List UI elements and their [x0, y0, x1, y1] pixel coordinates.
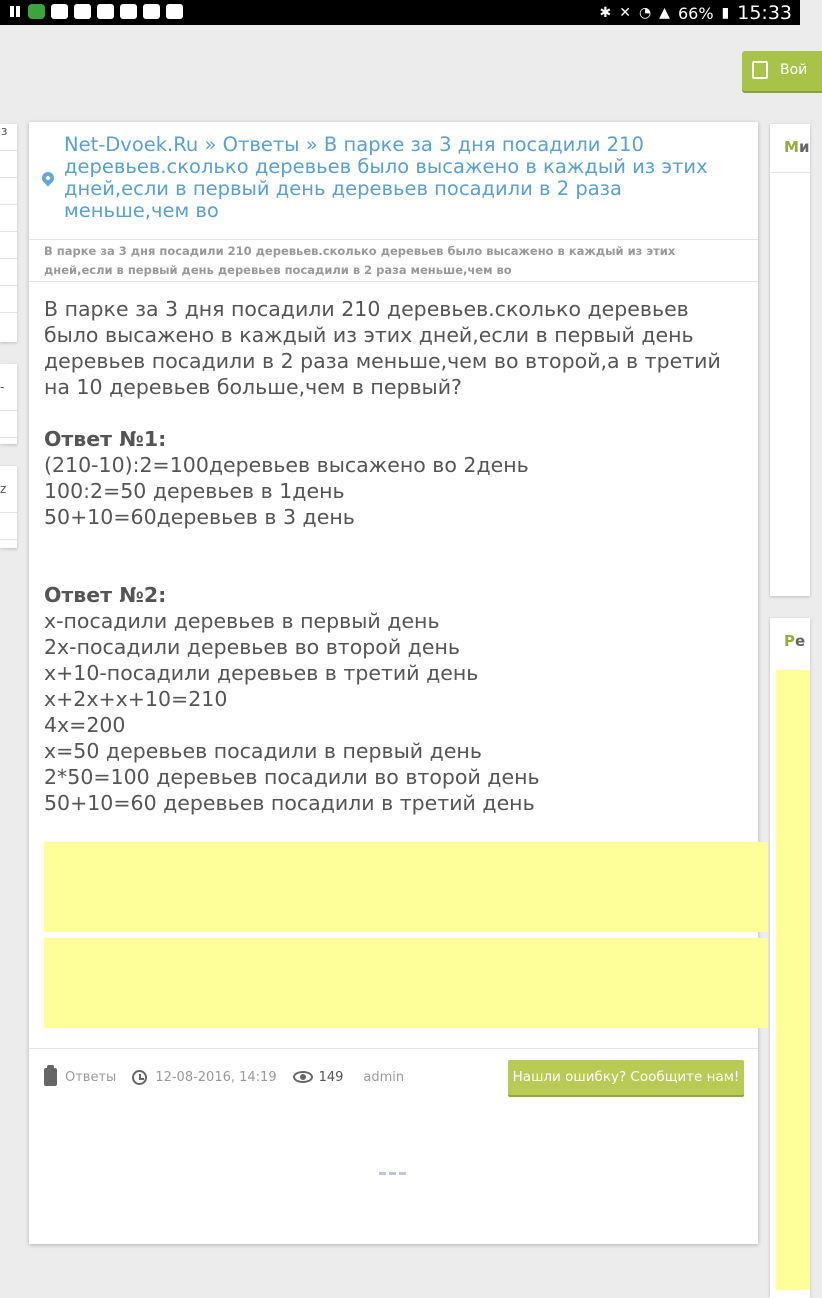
clock-time: 15:33 — [737, 2, 792, 24]
left-menu-item[interactable] — [0, 151, 17, 178]
divider — [770, 172, 810, 173]
left-block-item[interactable]: z — [0, 466, 17, 513]
answer-2-line: 50+10=60 деревьев посадили в третий день — [44, 791, 535, 815]
left-sidebar-menu — [0, 124, 17, 342]
login-button[interactable] — [742, 51, 822, 91]
messenger-icon — [97, 4, 114, 19]
answer-2-line: 2x-посадили деревьев во второй день — [44, 635, 460, 659]
answer-2-line: x+10-посадили деревьев в третий день — [44, 661, 479, 685]
login-label: Вой — [780, 62, 808, 78]
answer-1-line: (210-10):2=100деревьев высажено во 2день — [44, 453, 529, 477]
article-content — [44, 296, 744, 816]
sim-icon — [51, 4, 68, 19]
wifi-icon: ◔ — [638, 5, 652, 21]
left-menu-item[interactable] — [0, 286, 17, 313]
signal-icon: ▲ — [659, 5, 670, 21]
breadcrumb-section-link[interactable]: Ответы — [222, 133, 300, 156]
breadcrumb-separator: » — [305, 133, 318, 156]
breadcrumb-site-link[interactable]: Net-Dvoek.Ru — [64, 133, 199, 156]
left-menu-item[interactable] — [0, 232, 17, 259]
meta-date: 12-08-2016, 14:19 — [155, 1069, 277, 1085]
app-icon — [28, 4, 45, 19]
clock-icon — [132, 1070, 147, 1085]
youtube-icon — [143, 4, 160, 19]
right-block-title: Ми — [784, 138, 810, 156]
left-sidebar-block — [0, 364, 17, 444]
youtube-icon — [74, 4, 91, 19]
left-block-item[interactable]: - — [0, 364, 17, 411]
answer-2-title: Ответ №2: — [44, 583, 167, 607]
answer-2-line: 2*50=100 деревьев посадили во второй день — [44, 765, 540, 789]
meta-views: 149 — [318, 1069, 344, 1085]
status-bar — [0, 0, 800, 25]
breadcrumb-current: В парке за 3 дня посадили 210 деревьев.сколько деревьев было высажено в каждый из этих дней,если в первый день деревьев посадили в 2 раза меньше,чем во — [64, 133, 708, 222]
eye-icon — [293, 1071, 313, 1083]
left-sidebar-block — [0, 466, 17, 548]
question-text: В парке за 3 дня посадили 210 деревьев.сколько деревьев было высажено в каждый из этих дней,если в первый день деревьев посадили в 2 раза меньше,чем во второй,а в третий на 10 деревьев больше,чем в первый? — [44, 297, 721, 399]
article-card — [29, 122, 758, 1244]
report-error-button[interactable]: Нашли ошибку? Сообщите нам! — [508, 1060, 744, 1095]
right-block-title: Ре — [784, 632, 806, 650]
loading-indicator — [379, 1172, 407, 1175]
clipboard-icon — [44, 1068, 57, 1086]
divider — [29, 281, 758, 282]
meta-category-link[interactable]: Ответы — [65, 1069, 117, 1085]
left-block-item[interactable] — [0, 411, 17, 438]
battery-percent: 66% — [677, 3, 714, 23]
divider — [29, 1048, 758, 1049]
answer-1-line: 100:2=50 деревьев в 1день — [44, 479, 345, 503]
ad-banner[interactable] — [44, 842, 768, 932]
mute-icon: ✕ — [619, 5, 631, 21]
right-sidebar-block — [770, 618, 810, 1298]
login-icon — [752, 61, 768, 79]
youtube-icon — [166, 4, 183, 19]
breadcrumb — [64, 134, 744, 222]
left-menu-item[interactable] — [0, 178, 17, 205]
page-subtitle: В парке за 3 дня посадили 210 деревьев.сколько деревьев было высажено в каждый из этих дней,если в первый день деревьев посадили в 2 раза меньше,чем во — [44, 244, 676, 277]
left-block-item[interactable] — [0, 513, 17, 540]
article-meta — [44, 1068, 404, 1086]
right-sidebar-block — [770, 124, 810, 596]
right-ad-block[interactable] — [776, 670, 810, 1290]
breadcrumb-separator: » — [204, 133, 217, 156]
system-icons — [599, 2, 792, 24]
left-menu-item[interactable] — [0, 205, 17, 232]
pause-icon — [8, 4, 22, 19]
divider — [29, 239, 758, 240]
bluetooth-icon: ✱ — [599, 5, 612, 21]
answer-2-line: x=50 деревьев посадили в первый день — [44, 739, 482, 763]
answer-2-line: x+2x+x+10=210 — [44, 687, 228, 711]
battery-icon: ▮ — [721, 5, 730, 21]
youtube-icon — [120, 4, 137, 19]
left-menu-item[interactable] — [0, 259, 17, 286]
answer-1-title: Ответ №1: — [44, 427, 167, 451]
meta-author[interactable]: admin — [363, 1069, 405, 1085]
location-pin-icon — [40, 170, 57, 187]
ad-banner[interactable] — [44, 938, 768, 1028]
answer-1-line: 50+10=60деревьев в 3 день — [44, 505, 355, 529]
answer-2-line: x-посадили деревьев в первый день — [44, 609, 440, 633]
answer-2-line: 4x=200 — [44, 713, 126, 737]
notification-icons — [8, 4, 183, 19]
left-menu-item[interactable]: з — [0, 124, 17, 151]
